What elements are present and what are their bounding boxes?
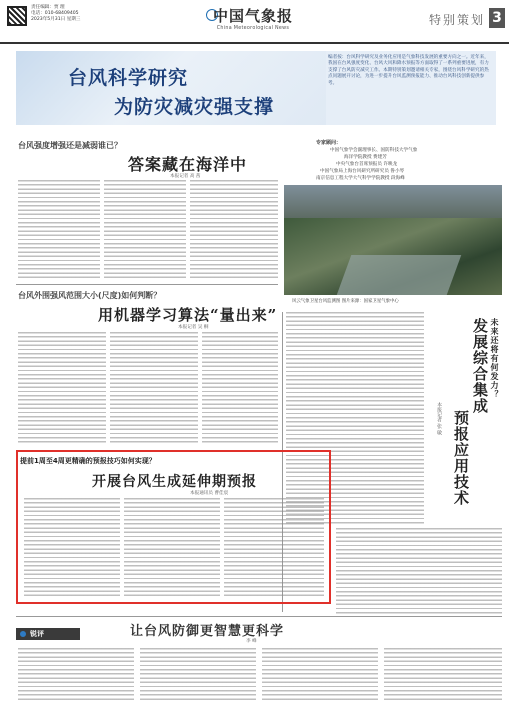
section2-question: 台风外围强风范围大小(尺度)如何判断？ <box>18 291 162 300</box>
meta-editor: 责任编辑：贾 理 <box>31 5 65 10</box>
commentary-dot-icon <box>20 631 26 637</box>
feature-banner <box>16 51 496 125</box>
meta-date: 2023年5月31日 星期三 <box>31 17 81 23</box>
commentary-tag-label: 锐评 <box>30 630 44 638</box>
section-divider <box>16 616 502 617</box>
section3-title-line2: 预报应用技术 <box>452 410 470 506</box>
section-divider <box>16 284 278 285</box>
section-label: 特别策划 <box>428 13 485 27</box>
article-text-block <box>384 648 502 702</box>
logo-chinese: 中国气象报 <box>212 7 293 25</box>
editor-note: 编者按：台风科学研究及业务化应用是气象科技发展的重要方向之一。近年来，我国在台风强度变化、台风大风和降水预报等方面取得了一系列重要进展，有力支撑了台风防灾减灾工作。本期特别策划邀请相关专家，围绕台风科学研究的热点问题展开讨论，为进一步提升台风监测预报能力、推动台风科技创新提供参考。 <box>328 55 489 86</box>
banner-title-line1: 台风科学研究 <box>68 67 189 89</box>
section1-byline: 本报记者 高 茜 <box>170 174 201 179</box>
photo-caption: 风云气象卫星台风监测图 图片来源：国家卫星气象中心 <box>292 299 399 304</box>
article-text-block <box>18 332 106 444</box>
expert-line: 中央气象台首席预报员 许映龙 <box>336 162 398 167</box>
expert-line: 南京信息工程大学大气科学学院教授 段海峰 <box>316 176 405 181</box>
expert-line: 中国气象局上海台风研究所研究员 鲁小琴 <box>320 169 405 174</box>
article-text-block <box>124 498 220 598</box>
page-number: 3 <box>489 8 505 28</box>
article-text-block <box>336 528 502 614</box>
article-text-block <box>262 648 378 702</box>
photo-water <box>337 255 462 295</box>
article-text-block <box>110 332 198 444</box>
newspaper-logo <box>188 5 318 31</box>
section2-title: 用机器学习算法“量出来” <box>98 306 278 324</box>
satellite-photo <box>284 185 502 295</box>
article-text-block <box>24 498 120 598</box>
section4-title: 开展台风生成延伸期预报 <box>92 474 257 490</box>
banner-title-line2: 为防灾减灾强支撑 <box>114 96 275 118</box>
section3-title-line1: 发展综合集成 <box>471 318 489 414</box>
commentary-title: 让台风防御更智慧更科学 <box>130 624 285 639</box>
photo-sky <box>284 185 502 218</box>
section3-byline: 本报记者 张 敏 <box>436 402 442 436</box>
expert-line: 海洋学院教授 费建芳 <box>344 155 387 160</box>
meta-phone: 电话：010-68409405 <box>31 11 79 17</box>
commentary-byline: 李 峰 <box>246 639 257 644</box>
article-text-block <box>190 180 278 280</box>
article-text-block <box>202 332 278 444</box>
experts-heading: 专家顾问： <box>316 140 342 146</box>
article-text-block <box>18 180 100 280</box>
qr-code-icon <box>7 6 27 26</box>
section1-question: 台风强度增强还是减弱谁已？ <box>18 141 122 150</box>
commentary-tag <box>16 628 80 640</box>
masthead <box>0 0 509 44</box>
masthead-meta <box>31 5 80 24</box>
article-text-block <box>104 180 186 280</box>
section3-question: 未来还将有何发力？ <box>490 318 500 399</box>
section1-title: 答案藏在海洋中 <box>128 155 248 174</box>
article-text-block <box>140 648 256 702</box>
expert-line: 中国气象学会副理事长、国防科技大学气象 <box>330 148 418 153</box>
article-text-block <box>224 498 324 598</box>
section2-byline: 本报记者 吴 桐 <box>178 325 209 330</box>
logo-english: China Meteorological News <box>216 26 290 31</box>
article-text-block <box>18 648 134 702</box>
section4-question: 提前1周至4周更精确的预报技巧如何实现？ <box>20 457 156 465</box>
section4-byline: 本报通讯员 曹佳宸 <box>190 491 229 496</box>
